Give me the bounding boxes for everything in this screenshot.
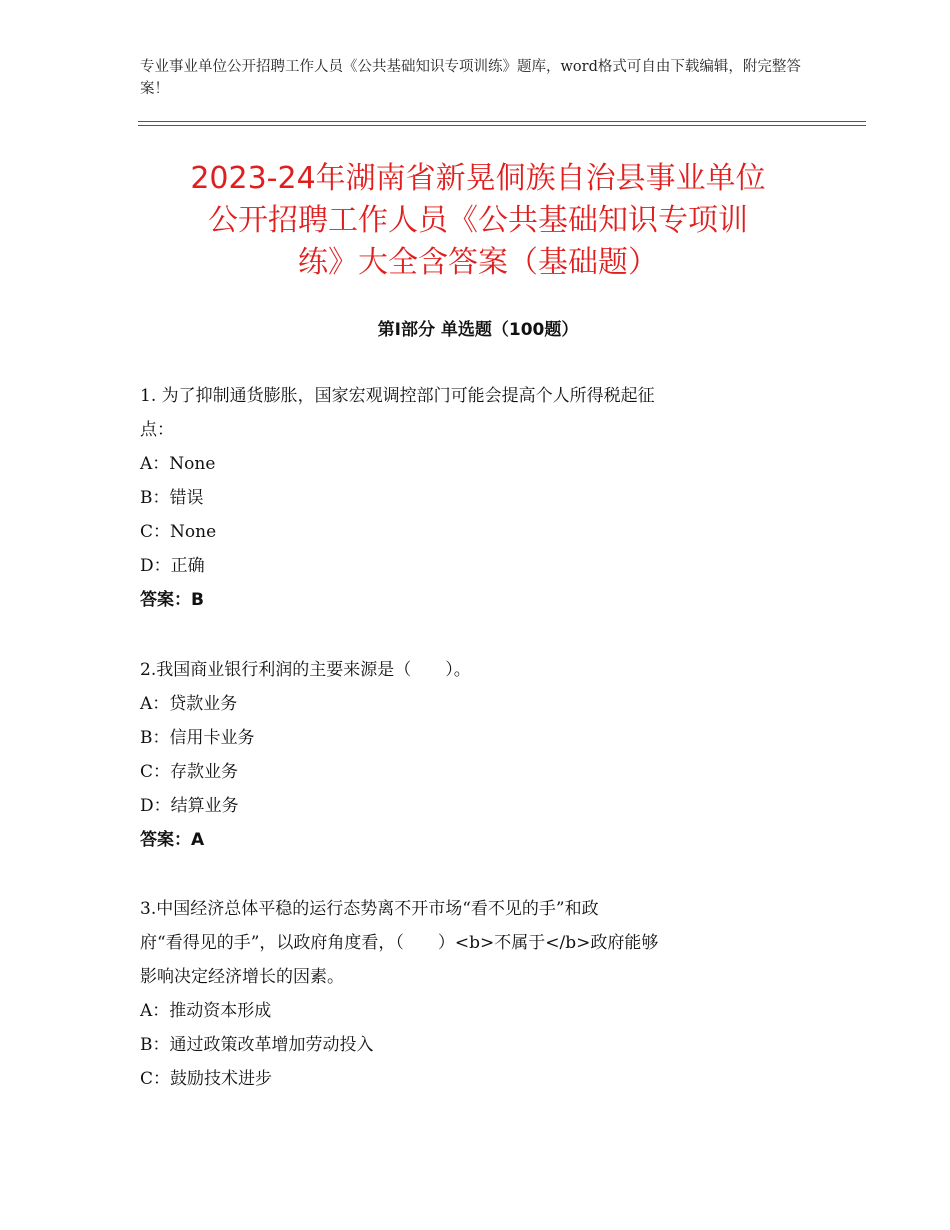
question-2 — [140, 653, 820, 857]
option-b: B：信用卡业务 — [140, 728, 255, 748]
title-line: 练》大全含答案（基础题） — [298, 245, 658, 280]
option-c: C：None — [140, 522, 217, 542]
option-a: A：贷款业务 — [140, 694, 238, 714]
question-stem-line: 1. 为了抑制通货膨胀，国家宏观调控部门可能会提高个人所得税起征 — [140, 386, 655, 406]
option-b: B：通过政策改革增加劳动投入 — [140, 1035, 374, 1055]
header-divider-top — [138, 121, 866, 122]
question-stem-line: 影响决定经济增长的因素。 — [140, 967, 344, 987]
option-a: A：推动资本形成 — [140, 1001, 272, 1021]
option-d: D：正确 — [140, 556, 205, 576]
question-stem-line: 点： — [140, 420, 174, 440]
question-1 — [140, 379, 820, 617]
question-3 — [140, 892, 820, 1096]
document-title — [138, 158, 818, 284]
option-c: C：鼓励技术进步 — [140, 1069, 273, 1089]
title-line: 公开招聘工作人员《公共基础知识专项训 — [208, 203, 748, 238]
header-note: 专业事业单位公开招聘工作人员《公共基础知识专项训练》题库，word格式可自由下载编辑，附完整答案！ — [140, 59, 801, 97]
option-a: A：None — [140, 454, 216, 474]
title-line: 2023-24年湖南省新晃侗族自治县事业单位 — [190, 161, 766, 196]
option-c: C：存款业务 — [140, 762, 239, 782]
question-stem-line: 3.中国经济总体平稳的运行态势离不开市场“看不见的手”和政 — [140, 899, 599, 919]
answer: 答案：B — [140, 590, 204, 610]
section-title: 第Ⅰ部分 单选题（100题） — [377, 320, 579, 340]
header-divider-bottom — [138, 125, 866, 126]
answer: 答案：A — [140, 830, 205, 850]
option-d: D：结算业务 — [140, 796, 239, 816]
question-stem-line: 2.我国商业银行利润的主要来源是（ ）。 — [140, 660, 471, 680]
option-b: B：错误 — [140, 488, 204, 508]
question-stem-line: 府“看得见的手”，以政府角度看，（ ）<b>不属于</b>政府能够 — [140, 933, 659, 953]
